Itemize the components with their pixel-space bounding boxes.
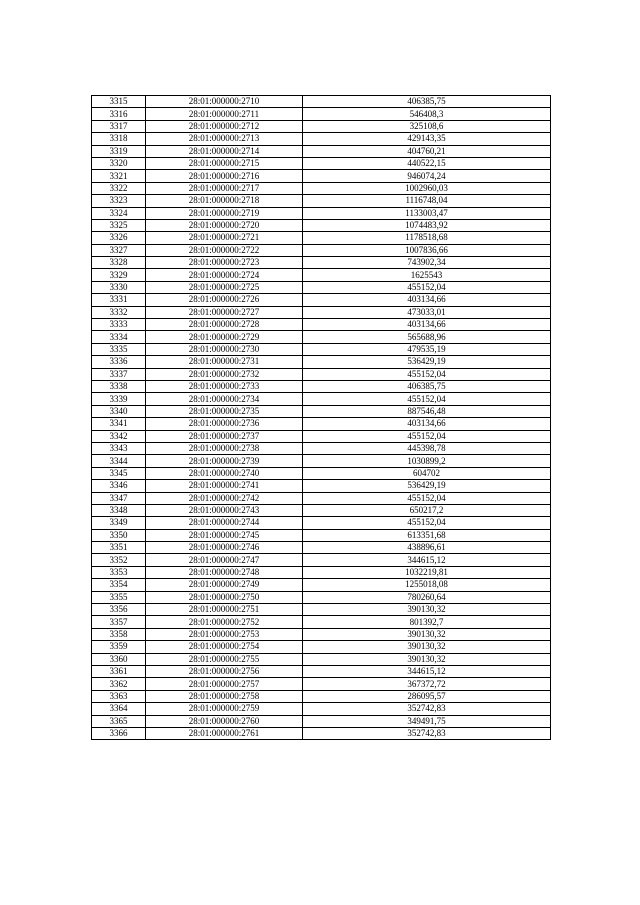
row-number-cell: 3326 xyxy=(92,232,146,244)
table-row xyxy=(92,133,551,145)
cadastral-value-cell: 438896,61 xyxy=(303,542,551,554)
cadastral-value-cell: 1032219,81 xyxy=(303,566,551,578)
row-number-cell: 3356 xyxy=(92,604,146,616)
cadastral-value-cell: 1074483,92 xyxy=(303,219,551,231)
cadastral-value-cell: 390130,32 xyxy=(303,604,551,616)
table-row xyxy=(92,579,551,591)
row-number-cell: 3342 xyxy=(92,430,146,442)
table-row xyxy=(92,319,551,331)
cadastral-number-cell: 28:01:000000:2738 xyxy=(146,442,303,454)
cadastral-value-cell: 406385,75 xyxy=(303,96,551,108)
row-number-cell: 3332 xyxy=(92,306,146,318)
row-number-cell: 3345 xyxy=(92,467,146,479)
cadastral-number-cell: 28:01:000000:2729 xyxy=(146,331,303,343)
table-row xyxy=(92,529,551,541)
cadastral-value-cell: 455152,04 xyxy=(303,430,551,442)
row-number-cell: 3327 xyxy=(92,244,146,256)
row-number-cell: 3315 xyxy=(92,96,146,108)
cadastral-number-cell: 28:01:000000:2716 xyxy=(146,170,303,182)
row-number-cell: 3322 xyxy=(92,182,146,194)
cadastral-number-cell: 28:01:000000:2757 xyxy=(146,678,303,690)
row-number-cell: 3349 xyxy=(92,517,146,529)
table-row xyxy=(92,306,551,318)
table-row xyxy=(92,145,551,157)
cadastral-value-cell: 1002960,03 xyxy=(303,182,551,194)
cadastral-value-cell: 1133003,47 xyxy=(303,207,551,219)
table-row xyxy=(92,653,551,665)
cadastral-number-cell: 28:01:000000:2728 xyxy=(146,319,303,331)
table-row xyxy=(92,294,551,306)
cadastral-number-cell: 28:01:000000:2756 xyxy=(146,665,303,677)
cadastral-number-cell: 28:01:000000:2751 xyxy=(146,604,303,616)
cadastral-number-cell: 28:01:000000:2745 xyxy=(146,529,303,541)
row-number-cell: 3328 xyxy=(92,257,146,269)
cadastral-number-cell: 28:01:000000:2739 xyxy=(146,455,303,467)
row-number-cell: 3336 xyxy=(92,356,146,368)
row-number-cell: 3363 xyxy=(92,690,146,702)
cadastral-value-cell: 429143,35 xyxy=(303,133,551,145)
cadastral-value-cell: 325108,6 xyxy=(303,120,551,132)
cadastral-value-cell: 536429,19 xyxy=(303,356,551,368)
row-number-cell: 3347 xyxy=(92,492,146,504)
cadastral-value-cell: 565688,96 xyxy=(303,331,551,343)
cadastral-number-cell: 28:01:000000:2725 xyxy=(146,281,303,293)
row-number-cell: 3365 xyxy=(92,715,146,727)
table-row xyxy=(92,281,551,293)
cadastral-number-cell: 28:01:000000:2760 xyxy=(146,715,303,727)
cadastral-value-cell: 1030899,2 xyxy=(303,455,551,467)
table-row xyxy=(92,393,551,405)
row-number-cell: 3340 xyxy=(92,405,146,417)
cadastral-number-cell: 28:01:000000:2736 xyxy=(146,418,303,430)
row-number-cell: 3324 xyxy=(92,207,146,219)
cadastral-value-cell: 455152,04 xyxy=(303,281,551,293)
table-row xyxy=(92,517,551,529)
cadastral-value-cell: 455152,04 xyxy=(303,393,551,405)
cadastral-number-cell: 28:01:000000:2714 xyxy=(146,145,303,157)
cadastral-value-cell: 546408,3 xyxy=(303,108,551,120)
cadastral-number-cell: 28:01:000000:2717 xyxy=(146,182,303,194)
cadastral-number-cell: 28:01:000000:2748 xyxy=(146,566,303,578)
table-row xyxy=(92,232,551,244)
cadastral-number-cell: 28:01:000000:2753 xyxy=(146,628,303,640)
table-row xyxy=(92,380,551,392)
cadastral-value-cell: 1178518,68 xyxy=(303,232,551,244)
table-row xyxy=(92,331,551,343)
row-number-cell: 3366 xyxy=(92,727,146,739)
row-number-cell: 3344 xyxy=(92,455,146,467)
cadastral-value-cell: 536429,19 xyxy=(303,480,551,492)
row-number-cell: 3353 xyxy=(92,566,146,578)
cadastral-value-cell: 390130,32 xyxy=(303,641,551,653)
table-row xyxy=(92,96,551,108)
cadastral-number-cell: 28:01:000000:2749 xyxy=(146,579,303,591)
cadastral-number-cell: 28:01:000000:2722 xyxy=(146,244,303,256)
table-row xyxy=(92,405,551,417)
cadastral-number-cell: 28:01:000000:2721 xyxy=(146,232,303,244)
cadastral-value-cell: 406385,75 xyxy=(303,380,551,392)
row-number-cell: 3355 xyxy=(92,591,146,603)
row-number-cell: 3329 xyxy=(92,269,146,281)
table-row xyxy=(92,368,551,380)
row-number-cell: 3351 xyxy=(92,542,146,554)
row-number-cell: 3331 xyxy=(92,294,146,306)
table-row xyxy=(92,170,551,182)
row-number-cell: 3339 xyxy=(92,393,146,405)
cadastral-value-cell: 946074,24 xyxy=(303,170,551,182)
cadastral-value-cell: 887546,48 xyxy=(303,405,551,417)
row-number-cell: 3323 xyxy=(92,195,146,207)
table-row xyxy=(92,356,551,368)
table-row xyxy=(92,678,551,690)
cadastral-number-cell: 28:01:000000:2727 xyxy=(146,306,303,318)
table-row xyxy=(92,542,551,554)
table-row xyxy=(92,566,551,578)
table-row xyxy=(92,554,551,566)
table-row xyxy=(92,244,551,256)
cadastral-value-cell: 352742,83 xyxy=(303,703,551,715)
cadastral-number-cell: 28:01:000000:2724 xyxy=(146,269,303,281)
row-number-cell: 3350 xyxy=(92,529,146,541)
cadastral-value-cell: 286095,57 xyxy=(303,690,551,702)
cadastral-number-cell: 28:01:000000:2733 xyxy=(146,380,303,392)
cadastral-value-cell: 344615,12 xyxy=(303,665,551,677)
row-number-cell: 3330 xyxy=(92,281,146,293)
table-row xyxy=(92,257,551,269)
cadastral-value-cell: 440522,15 xyxy=(303,157,551,169)
row-number-cell: 3333 xyxy=(92,319,146,331)
cadastral-value-cell: 403134,66 xyxy=(303,418,551,430)
row-number-cell: 3320 xyxy=(92,157,146,169)
cadastral-value-cell: 473033,01 xyxy=(303,306,551,318)
row-number-cell: 3338 xyxy=(92,380,146,392)
cadastral-number-cell: 28:01:000000:2711 xyxy=(146,108,303,120)
table-row xyxy=(92,430,551,442)
cadastral-value-cell: 367372,72 xyxy=(303,678,551,690)
cadastral-value-cell: 1255018,08 xyxy=(303,579,551,591)
cadastral-value-cell: 780260,64 xyxy=(303,591,551,603)
cadastral-number-cell: 28:01:000000:2718 xyxy=(146,195,303,207)
row-number-cell: 3335 xyxy=(92,343,146,355)
row-number-cell: 3343 xyxy=(92,442,146,454)
table-row xyxy=(92,604,551,616)
table-row xyxy=(92,616,551,628)
row-number-cell: 3359 xyxy=(92,641,146,653)
cadastral-value-cell: 613351,68 xyxy=(303,529,551,541)
row-number-cell: 3317 xyxy=(92,120,146,132)
cadastral-number-cell: 28:01:000000:2752 xyxy=(146,616,303,628)
cadastral-value-cell: 479535,19 xyxy=(303,343,551,355)
table-row xyxy=(92,269,551,281)
cadastral-number-cell: 28:01:000000:2719 xyxy=(146,207,303,219)
cadastral-number-cell: 28:01:000000:2746 xyxy=(146,542,303,554)
cadastral-value-cell: 1625543 xyxy=(303,269,551,281)
row-number-cell: 3348 xyxy=(92,504,146,516)
table-row xyxy=(92,591,551,603)
row-number-cell: 3358 xyxy=(92,628,146,640)
cadastral-value-cell: 1116748,04 xyxy=(303,195,551,207)
cadastral-value-cell: 455152,04 xyxy=(303,368,551,380)
table-row xyxy=(92,665,551,677)
table-row xyxy=(92,418,551,430)
row-number-cell: 3337 xyxy=(92,368,146,380)
table-row xyxy=(92,715,551,727)
row-number-cell: 3325 xyxy=(92,219,146,231)
cadastral-number-cell: 28:01:000000:2734 xyxy=(146,393,303,405)
table-body xyxy=(92,96,551,740)
row-number-cell: 3321 xyxy=(92,170,146,182)
cadastral-number-cell: 28:01:000000:2761 xyxy=(146,727,303,739)
cadastral-value-cell: 403134,66 xyxy=(303,294,551,306)
cadastral-number-cell: 28:01:000000:2710 xyxy=(146,96,303,108)
row-number-cell: 3354 xyxy=(92,579,146,591)
cadastral-number-cell: 28:01:000000:2743 xyxy=(146,504,303,516)
row-number-cell: 3352 xyxy=(92,554,146,566)
row-number-cell: 3319 xyxy=(92,145,146,157)
cadastral-number-cell: 28:01:000000:2731 xyxy=(146,356,303,368)
cadastral-value-table xyxy=(91,95,551,740)
cadastral-number-cell: 28:01:000000:2730 xyxy=(146,343,303,355)
cadastral-value-cell: 455152,04 xyxy=(303,517,551,529)
table-row xyxy=(92,108,551,120)
table-row xyxy=(92,207,551,219)
table-row xyxy=(92,442,551,454)
cadastral-value-cell: 404760,21 xyxy=(303,145,551,157)
cadastral-number-cell: 28:01:000000:2747 xyxy=(146,554,303,566)
cadastral-value-cell: 390130,32 xyxy=(303,628,551,640)
cadastral-number-cell: 28:01:000000:2723 xyxy=(146,257,303,269)
cadastral-number-cell: 28:01:000000:2713 xyxy=(146,133,303,145)
row-number-cell: 3360 xyxy=(92,653,146,665)
cadastral-value-cell: 403134,66 xyxy=(303,319,551,331)
cadastral-value-cell: 743902,34 xyxy=(303,257,551,269)
cadastral-number-cell: 28:01:000000:2744 xyxy=(146,517,303,529)
table-row xyxy=(92,492,551,504)
row-number-cell: 3346 xyxy=(92,480,146,492)
cadastral-number-cell: 28:01:000000:2715 xyxy=(146,157,303,169)
cadastral-number-cell: 28:01:000000:2712 xyxy=(146,120,303,132)
row-number-cell: 3341 xyxy=(92,418,146,430)
table-row xyxy=(92,467,551,479)
cadastral-number-cell: 28:01:000000:2741 xyxy=(146,480,303,492)
cadastral-number-cell: 28:01:000000:2732 xyxy=(146,368,303,380)
cadastral-number-cell: 28:01:000000:2755 xyxy=(146,653,303,665)
cadastral-value-cell: 604702 xyxy=(303,467,551,479)
cadastral-value-cell: 349491,75 xyxy=(303,715,551,727)
cadastral-value-cell: 445398,78 xyxy=(303,442,551,454)
table-row xyxy=(92,504,551,516)
table-row xyxy=(92,455,551,467)
table-row xyxy=(92,157,551,169)
row-number-cell: 3364 xyxy=(92,703,146,715)
cadastral-number-cell: 28:01:000000:2735 xyxy=(146,405,303,417)
cadastral-value-cell: 1007836,66 xyxy=(303,244,551,256)
table-row xyxy=(92,219,551,231)
table-row xyxy=(92,480,551,492)
row-number-cell: 3362 xyxy=(92,678,146,690)
table-row xyxy=(92,182,551,194)
cadastral-value-cell: 455152,04 xyxy=(303,492,551,504)
row-number-cell: 3318 xyxy=(92,133,146,145)
cadastral-value-cell: 352742,83 xyxy=(303,727,551,739)
table-row xyxy=(92,120,551,132)
cadastral-number-cell: 28:01:000000:2740 xyxy=(146,467,303,479)
cadastral-number-cell: 28:01:000000:2754 xyxy=(146,641,303,653)
cadastral-number-cell: 28:01:000000:2726 xyxy=(146,294,303,306)
cadastral-number-cell: 28:01:000000:2737 xyxy=(146,430,303,442)
cadastral-value-cell: 390130,32 xyxy=(303,653,551,665)
table-row xyxy=(92,343,551,355)
table-row xyxy=(92,628,551,640)
table-row xyxy=(92,195,551,207)
cadastral-value-cell: 344615,12 xyxy=(303,554,551,566)
table-row xyxy=(92,690,551,702)
row-number-cell: 3357 xyxy=(92,616,146,628)
cadastral-number-cell: 28:01:000000:2758 xyxy=(146,690,303,702)
cadastral-value-cell: 801392,7 xyxy=(303,616,551,628)
cadastral-number-cell: 28:01:000000:2742 xyxy=(146,492,303,504)
row-number-cell: 3361 xyxy=(92,665,146,677)
table-row xyxy=(92,727,551,739)
cadastral-number-cell: 28:01:000000:2750 xyxy=(146,591,303,603)
cadastral-number-cell: 28:01:000000:2720 xyxy=(146,219,303,231)
row-number-cell: 3316 xyxy=(92,108,146,120)
table-row xyxy=(92,703,551,715)
table-row xyxy=(92,641,551,653)
row-number-cell: 3334 xyxy=(92,331,146,343)
cadastral-value-cell: 650217,2 xyxy=(303,504,551,516)
cadastral-number-cell: 28:01:000000:2759 xyxy=(146,703,303,715)
